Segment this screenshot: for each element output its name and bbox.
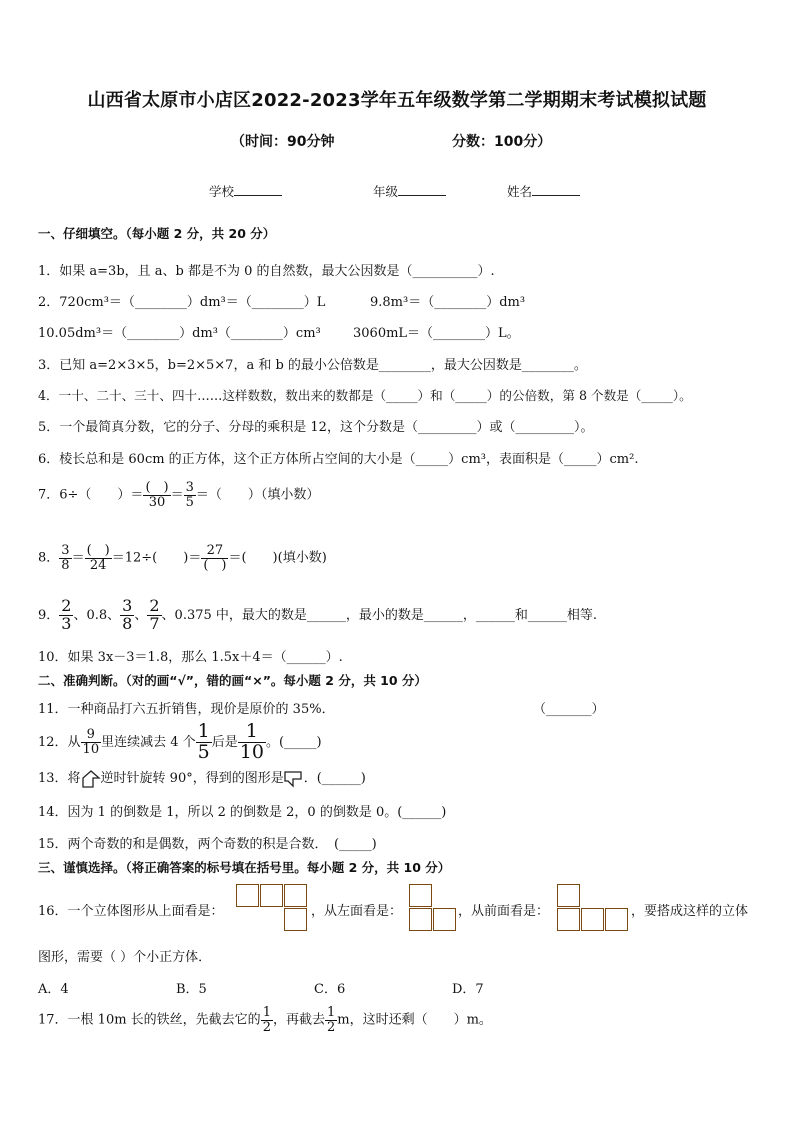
q8-fraction-2: $\frac{( )}{24}$: [86, 543, 110, 573]
section-1-heading: 一、仔细填空。（每小题 2 分，共 20 分）: [38, 226, 276, 241]
q8-fraction-3: $\frac{27}{( )}$: [203, 543, 227, 573]
q7-fraction-1: $\frac{( )}{30}$: [145, 480, 169, 510]
question-2b: 9.8m³＝（________）dm³: [370, 295, 526, 310]
q16-option-d[interactable]: D．7: [452, 982, 484, 997]
q16-option-c[interactable]: C．6: [314, 982, 346, 997]
question-1: 1．如果 a=3b，且 a、b 都是不为 0 的自然数，最大公因数是（__________）.: [38, 264, 495, 279]
page-title: 山西省太原市小店区2022-2023学年五年级数学第二学期期末考试模拟试题: [87, 90, 707, 111]
name-label: 姓名: [507, 184, 533, 199]
grid-cell: [433, 908, 456, 931]
section-2-heading: 二、准确判断。（对的画“√”，错的画“×”。每小题 2 分，共 10 分）: [38, 673, 427, 688]
grade-label: 年级: [373, 184, 399, 199]
school-field: [209, 182, 282, 200]
q17-fraction-2: $\frac{1}{2}$: [326, 1005, 336, 1035]
question-9: 9． $\frac{2}{3}$ 、0.8、 $\frac{3}{8}$ 、 $\frac{2}{7}$ 、0.375 中，最大的数是______，最小的数是______，______和______相等.: [38, 596, 598, 633]
grid-cell: [409, 908, 432, 931]
question-7: 7．6÷（ ）＝ $\frac{( )}{30}$ ＝ $\frac{3}{5}$ ＝（ ）（填小数）: [38, 480, 320, 510]
question-17: 17．一根 10m 长的铁丝，先截去它的 $\frac{1}{2}$ ，再截去 $\frac{1}{2}$ m，这时还剩（ ）m。: [38, 1005, 492, 1035]
question-14: 14．因为 1 的倒数是 1，所以 2 的倒数是 2，0 的倒数是 0。(______): [38, 805, 447, 820]
q7-prefix: 7．6÷（ ）＝: [38, 487, 144, 503]
question-12: 12．从 $\frac{9}{10}$ 里连续减去 4 个 $\frac{1}{5}$ 后是 $\frac{1}{10}$ 。(_____): [38, 720, 322, 763]
grid-cell: [284, 908, 307, 931]
grid-cell: [581, 908, 604, 931]
school-blank[interactable]: [234, 183, 282, 196]
exam-time: （时间：90分钟: [231, 134, 335, 150]
q7-suffix: ＝（ ）（填小数）: [195, 487, 320, 503]
grade-field: [373, 182, 446, 200]
name-blank[interactable]: [532, 183, 580, 196]
grade-blank[interactable]: [398, 183, 446, 196]
q7-fraction-2: $\frac{3}{5}$: [185, 480, 194, 510]
exam-score: 分数：100分）: [452, 134, 552, 150]
question-5: 5．一个最简真分数，它的分子、分母的乘积是 12，这个分数是（_________）或（_________）。: [38, 420, 594, 435]
q12-fraction-2: $\frac{1}{5}$: [197, 720, 210, 763]
q12-fraction-3: $\frac{1}{10}$: [239, 720, 264, 763]
grid-cell: [605, 908, 628, 931]
name-field: [507, 182, 580, 200]
grid-cell: [284, 884, 307, 907]
grid-cell: [557, 908, 580, 931]
q16-suffix: ，要搭成这样的立体: [631, 904, 749, 919]
q8-fraction-1: $\frac{3}{8}$: [61, 543, 70, 573]
grid-cell: [260, 884, 283, 907]
q16-option-b[interactable]: B．5: [176, 982, 207, 997]
q12-fraction-1: $\frac{9}{10}$: [82, 727, 100, 757]
question-3: 3．已知 a=2×3×5，b=2×5×7，a 和 b 的最小公倍数是________，最大公因数是________。: [38, 358, 587, 373]
grid-cell: [236, 884, 259, 907]
question-2c: 10.05dm³＝（________）dm³（________）cm³: [38, 326, 321, 341]
section-3-heading: 三、谨慎选择。（将正确答案的标号填在括号里。每小题 2 分，共 10 分）: [38, 860, 451, 875]
question-8: 8． $\frac{3}{8}$ ＝ $\frac{( )}{24}$ ＝12÷( )＝ $\frac{27}{( )}$ ＝( )(填小数): [38, 543, 327, 573]
question-11: 11．一种商品打六五折销售，现价是原价的 35%．: [38, 702, 335, 717]
question-11-answer: （_______）: [533, 702, 605, 717]
grid-cell: [409, 884, 432, 907]
question-10: 10．如果 3x－3＝1.8，那么 1.5x＋4＝（______）.: [38, 650, 343, 665]
question-6: 6．棱长总和是 60cm 的正方体，这个正方体所占空间的大小是（_____）cm³，表面积是（_____）cm².: [38, 452, 639, 467]
grid-cell: [557, 884, 580, 907]
q16-front-label: ，从前面看是：: [458, 904, 550, 919]
q16-line-2: 图形，需要（ ）个小正方体．: [38, 950, 212, 965]
rotate-shape-icon: [81, 770, 101, 788]
question-2a: 2．720cm³＝（________）dm³＝（________）L: [38, 295, 326, 310]
q16-option-a[interactable]: A．4: [38, 982, 69, 997]
question-15: 15．两个奇数的和是偶数，两个奇数的积是合数． (_____): [38, 837, 377, 852]
question-13: 13．将 逆时针旋转 90°，得到的图形是 ．(______): [38, 771, 366, 786]
q16-prefix: 16．一个立体图形从上面看是：: [38, 904, 224, 919]
rotated-shape-icon: [284, 770, 304, 788]
q9-fraction-1: $\frac{2}{3}$: [61, 596, 72, 633]
question-2d: 3060mL＝（________）L。: [353, 326, 520, 341]
question-4: 4．一十、二十、三十、四十……这样数数，数出来的数都是（_____）和（_____）的公倍数，第 8 个数是（_____）。: [38, 388, 692, 403]
q16-left-label: ，从左面看是：: [311, 904, 403, 919]
q9-fraction-2: $\frac{3}{8}$: [122, 596, 133, 633]
q17-fraction-1: $\frac{1}{2}$: [262, 1005, 271, 1035]
school-label: 学校: [209, 184, 235, 199]
q9-fraction-3: $\frac{2}{7}$: [149, 596, 160, 633]
